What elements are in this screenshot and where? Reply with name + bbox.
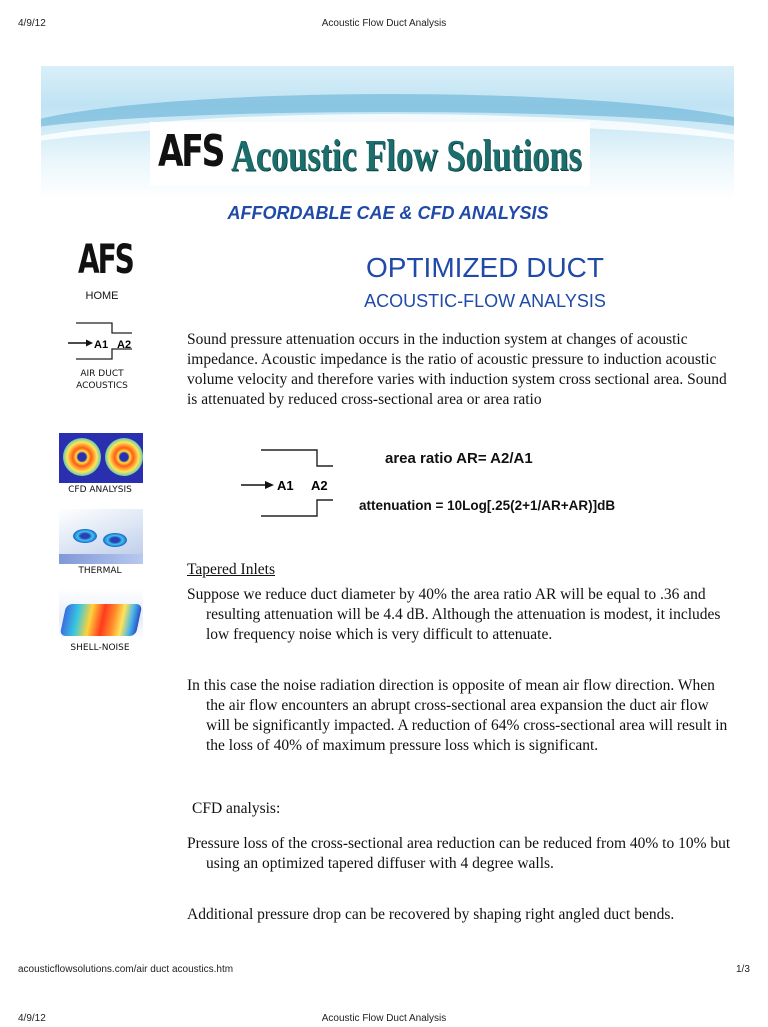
page-subtitle: ACOUSTIC-FLOW ANALYSIS [364,291,606,311]
page-title: OPTIMIZED DUCT [366,252,604,283]
thermal-plate-edge [59,554,143,564]
print-date-next: 4/9/12 [18,1013,46,1024]
sidebar-duct-diagram[interactable] [66,320,138,362]
thermal-spot-right [103,533,127,547]
sidebar-item-shell-noise[interactable]: SHELL-NOISE [70,643,130,653]
thermal-spot-left [73,529,97,543]
banner-brand-name: Acoustic Flow Solutions [231,131,582,180]
thermal-thumbnail[interactable] [59,509,143,564]
print-date: 4/9/12 [18,18,46,29]
paragraph-pressure-loss: Pressure loss of the cross-sectional area reduction can be reduced from 40% to 10% but using an optimized tapered diffuser with 4 degree walls. [187,835,731,872]
tagline: AFFORDABLE CAE & CFD ANALYSIS [227,203,549,223]
sidebar-item-thermal[interactable]: THERMAL [78,566,122,576]
print-footer-url: acousticflowsolutions.com/air duct acoustics.htm [18,964,234,975]
sidebar-diagram-a2: A2 [117,339,132,351]
sidebar-logo-mark: AFS [78,237,133,283]
diagram-a1: A1 [277,478,294,493]
sidebar-item-home[interactable]: HOME [85,290,119,302]
area-ratio-formula: area ratio AR= A2/A1 [385,450,533,467]
attenuation-formula: attenuation = 10Log[.25(2+1/AR+AR)]dB [359,498,616,513]
cfd-ring-left [63,438,101,476]
print-title-next: Acoustic Flow Duct Analysis [321,1013,447,1024]
duct-diagram [237,444,357,524]
print-footer-page-number: 1/3 [736,964,750,975]
area-ratio-formula-block [237,444,707,524]
paragraph-diameter-reduction: Suppose we reduce duct diameter by 40% the area ratio AR will be equal to .36 and resulting attenuation will be 4.4 dB. Although the attenuation is modest, it includes low frequency noise which is very difficult to attenuate. [187,586,721,643]
site-banner[interactable] [41,66,734,199]
shell-noise-thumbnail[interactable] [59,588,143,640]
banner-logo-mark: AFS [158,126,224,177]
print-title: Acoustic Flow Duct Analysis [321,18,447,29]
cfd-analysis-thumbnail[interactable] [59,433,143,483]
paragraph-noise-radiation: In this case the noise radiation direction is opposite of mean air flow direction. When the air flow encounters an abrupt cross-sectional area expansion the duct air flow will be significantly impacted. A reduction of 64% cross-sectional area will result in the loss of 40% of maximum pressure loss which is significant. [187,677,728,754]
diagram-a2: A2 [311,478,328,493]
paragraph-duct-bends: Additional pressure drop can be recovered by shaping right angled duct bends. [187,906,675,923]
intro-paragraph: Sound pressure attenuation occurs in the induction system at changes of acoustic impedance. Acoustic impedance is the ratio of acoustic pressure to induction acoustic volume velocity and therefore varies with induction system cross sectional area. Sound is attenuated by reduced cross-sectional area or area ratio [187,331,727,408]
sidebar-item-air-duct-acoustics[interactable] [58,368,146,392]
shell-noise-surface [60,604,143,636]
cfd-analysis-heading: CFD analysis: [192,800,281,817]
sidebar-item-label-line2: ACOUSTICS [76,381,128,391]
sidebar-diagram-a1: A1 [94,339,109,351]
sidebar-item-cfd-analysis[interactable]: CFD ANALYSIS [68,485,132,495]
sidebar-home-logo[interactable] [78,236,133,288]
print-header [0,18,768,32]
print-header-next-page [0,1013,768,1027]
cfd-ring-right [105,438,143,476]
sidebar-item-label-line1: AIR DUCT [80,369,124,379]
tapered-inlets-heading: Tapered Inlets [187,561,275,578]
